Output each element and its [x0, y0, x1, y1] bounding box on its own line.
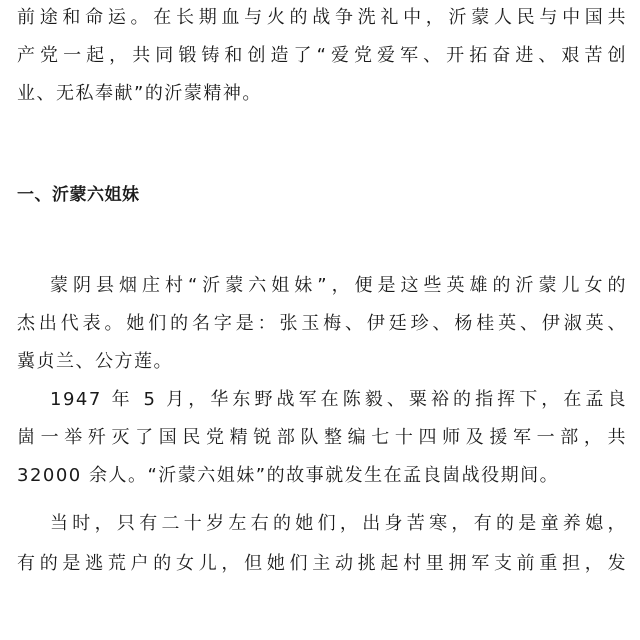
paragraph-2-line-3: 32000 余人。“沂蒙六姐妹”的故事就发生在孟良崮战役期间。	[17, 465, 560, 486]
paragraph-1-line-3: 冀贞兰、公方莲。	[17, 351, 173, 372]
paragraph-3-line-1: 当时，只有二十岁左右的她们，出身苦寒，有的是童养媳，	[50, 513, 627, 534]
section-heading: 一、沂蒙六姐妹	[17, 185, 140, 205]
paragraph-3-line-2: 有的是逃荒户的女儿，但她们主动挑起村里拥军支前重担，发	[17, 553, 627, 574]
intro-line-2: 产党一起，共同锻铸和创造了“爱党爱军、开拓奋进、艰苦创	[17, 45, 627, 66]
paragraph-1-line-2: 杰出代表。她们的名字是：张玉梅、伊廷珍、杨桂英、伊淑英、	[17, 313, 627, 334]
paragraph-2-line-1: 1947 年 5 月，华东野战军在陈毅、粟裕的指挥下，在孟良	[50, 389, 627, 410]
intro-line-3: 业、无私奉献”的沂蒙精神。	[17, 83, 262, 104]
paragraph-1-line-1: 蒙阴县烟庄村“沂蒙六姐妹”，便是这些英雄的沂蒙儿女的	[50, 275, 627, 296]
intro-line-1: 前途和命运。在长期血与火的战争洗礼中，沂蒙人民与中国共	[17, 7, 627, 28]
paragraph-2-line-2: 崮一举歼灭了国民党精锐部队整编七十四师及援军一部，共	[17, 427, 627, 448]
